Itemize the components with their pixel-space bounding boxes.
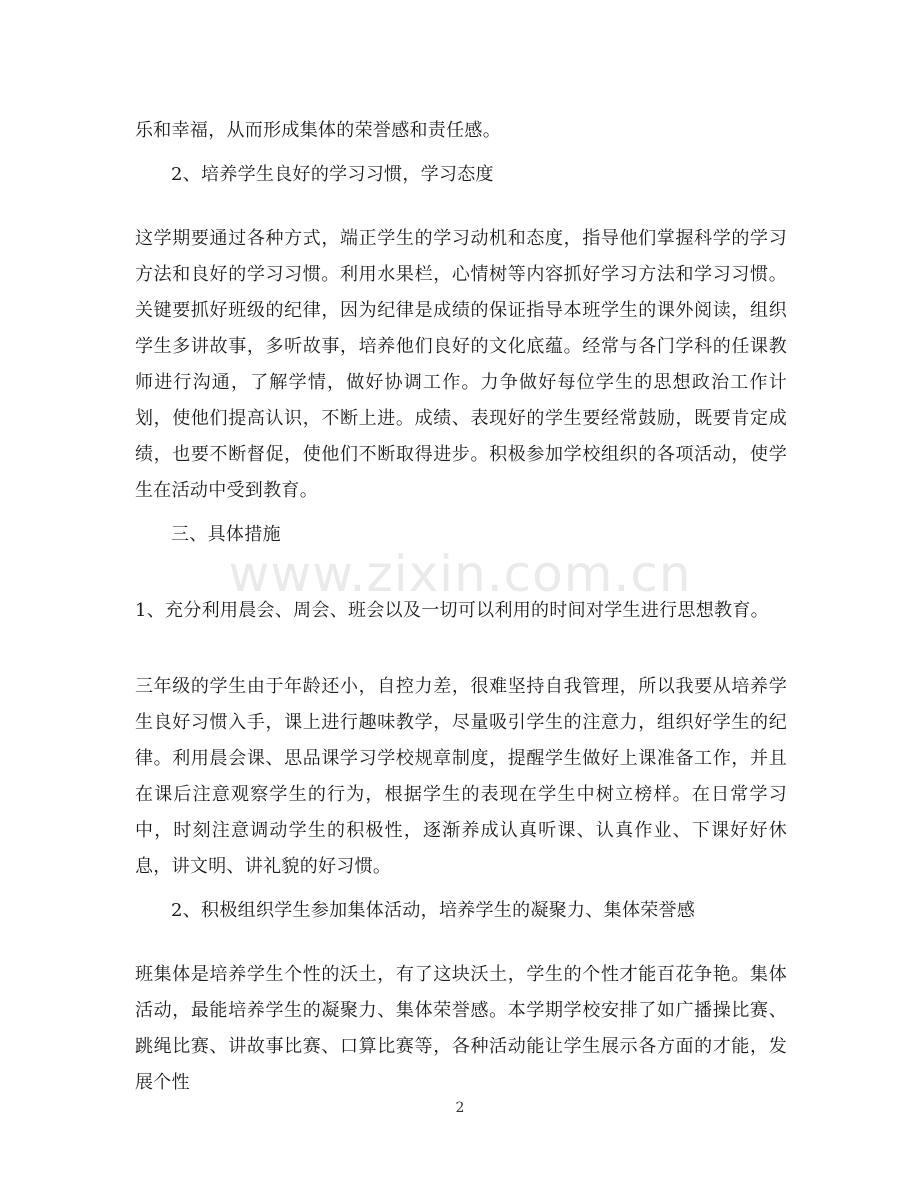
paragraph-continuation: 乐和幸福，从而形成集体的荣誉感和责任感。: [135, 120, 501, 141]
heading-collective-activities: 2、积极组织学生参加集体活动，培养学生的凝聚力、集体荣誉感: [171, 900, 696, 921]
watermark-text: www.zixin.com.cn: [228, 545, 692, 603]
paragraph-study-habits: 这学期要通过各种方式，端正学生的学习动机和态度，指导他们掌握科学的学习方法和良好的学习习惯。利用水果栏，心情树等内容抓好学习方法和学习习惯。关键要抓好班级的纪律，因为纪律是成绩的保证指导本班学生的课外阅读，组织学生多讲故事，多听故事，培养他们良好的文化底蕴。经常与各门学科的任课教师进行沟通，了解学情，做好协调工作。力争做好每位学生的思想政治工作计划，使他们提高认识，不断上进。成绩、表现好的学生要经常鼓励，既要肯定成绩，也要不断督促，使他们不断取得进步。积极参加学校组织的各项活动，使学生在活动中受到教育。: [135, 228, 787, 501]
paragraph-class-collective: 班集体是培养学生个性的沃土，有了这块沃土，学生的个性才能百花争艳。集体活动，最能培养学生的凝聚力、集体荣誉感。本学期学校安排了如广播操比赛、跳绳比赛、讲故事比赛、口算比赛等，各种活动能让学生展示各方面的才能，发展个性: [135, 964, 787, 1093]
heading-specific-measures: 三、具体措施: [171, 524, 281, 545]
page-number: 2: [455, 1100, 465, 1116]
paragraph-self-management: 三年级的学生由于年龄还小，自控力差，很难坚持自我管理，所以我要从培养学生良好习惯入手，课上进行趣味教学，尽量吸引学生的注意力，组织好学生的纪律。利用晨会课、思品课学习学校规章制度，提醒学生做好上课准备工作，并且在课后注意观察学生的行为，根据学生的表现在学生中树立榜样。在日常学习中，时刻注意调动学生的积极性，逐渐养成认真听课、认真作业、下课好好休息，讲文明、讲礼貌的好习惯。: [135, 676, 787, 877]
document-body: [135, 113, 787, 1101]
heading-study-habits: 2、培养学生良好的学习习惯，学习态度: [171, 164, 494, 185]
item-morning-meetings: 1、充分利用晨会、周会、班会以及一切可以利用的时间对学生进行思想教育。: [135, 600, 769, 621]
